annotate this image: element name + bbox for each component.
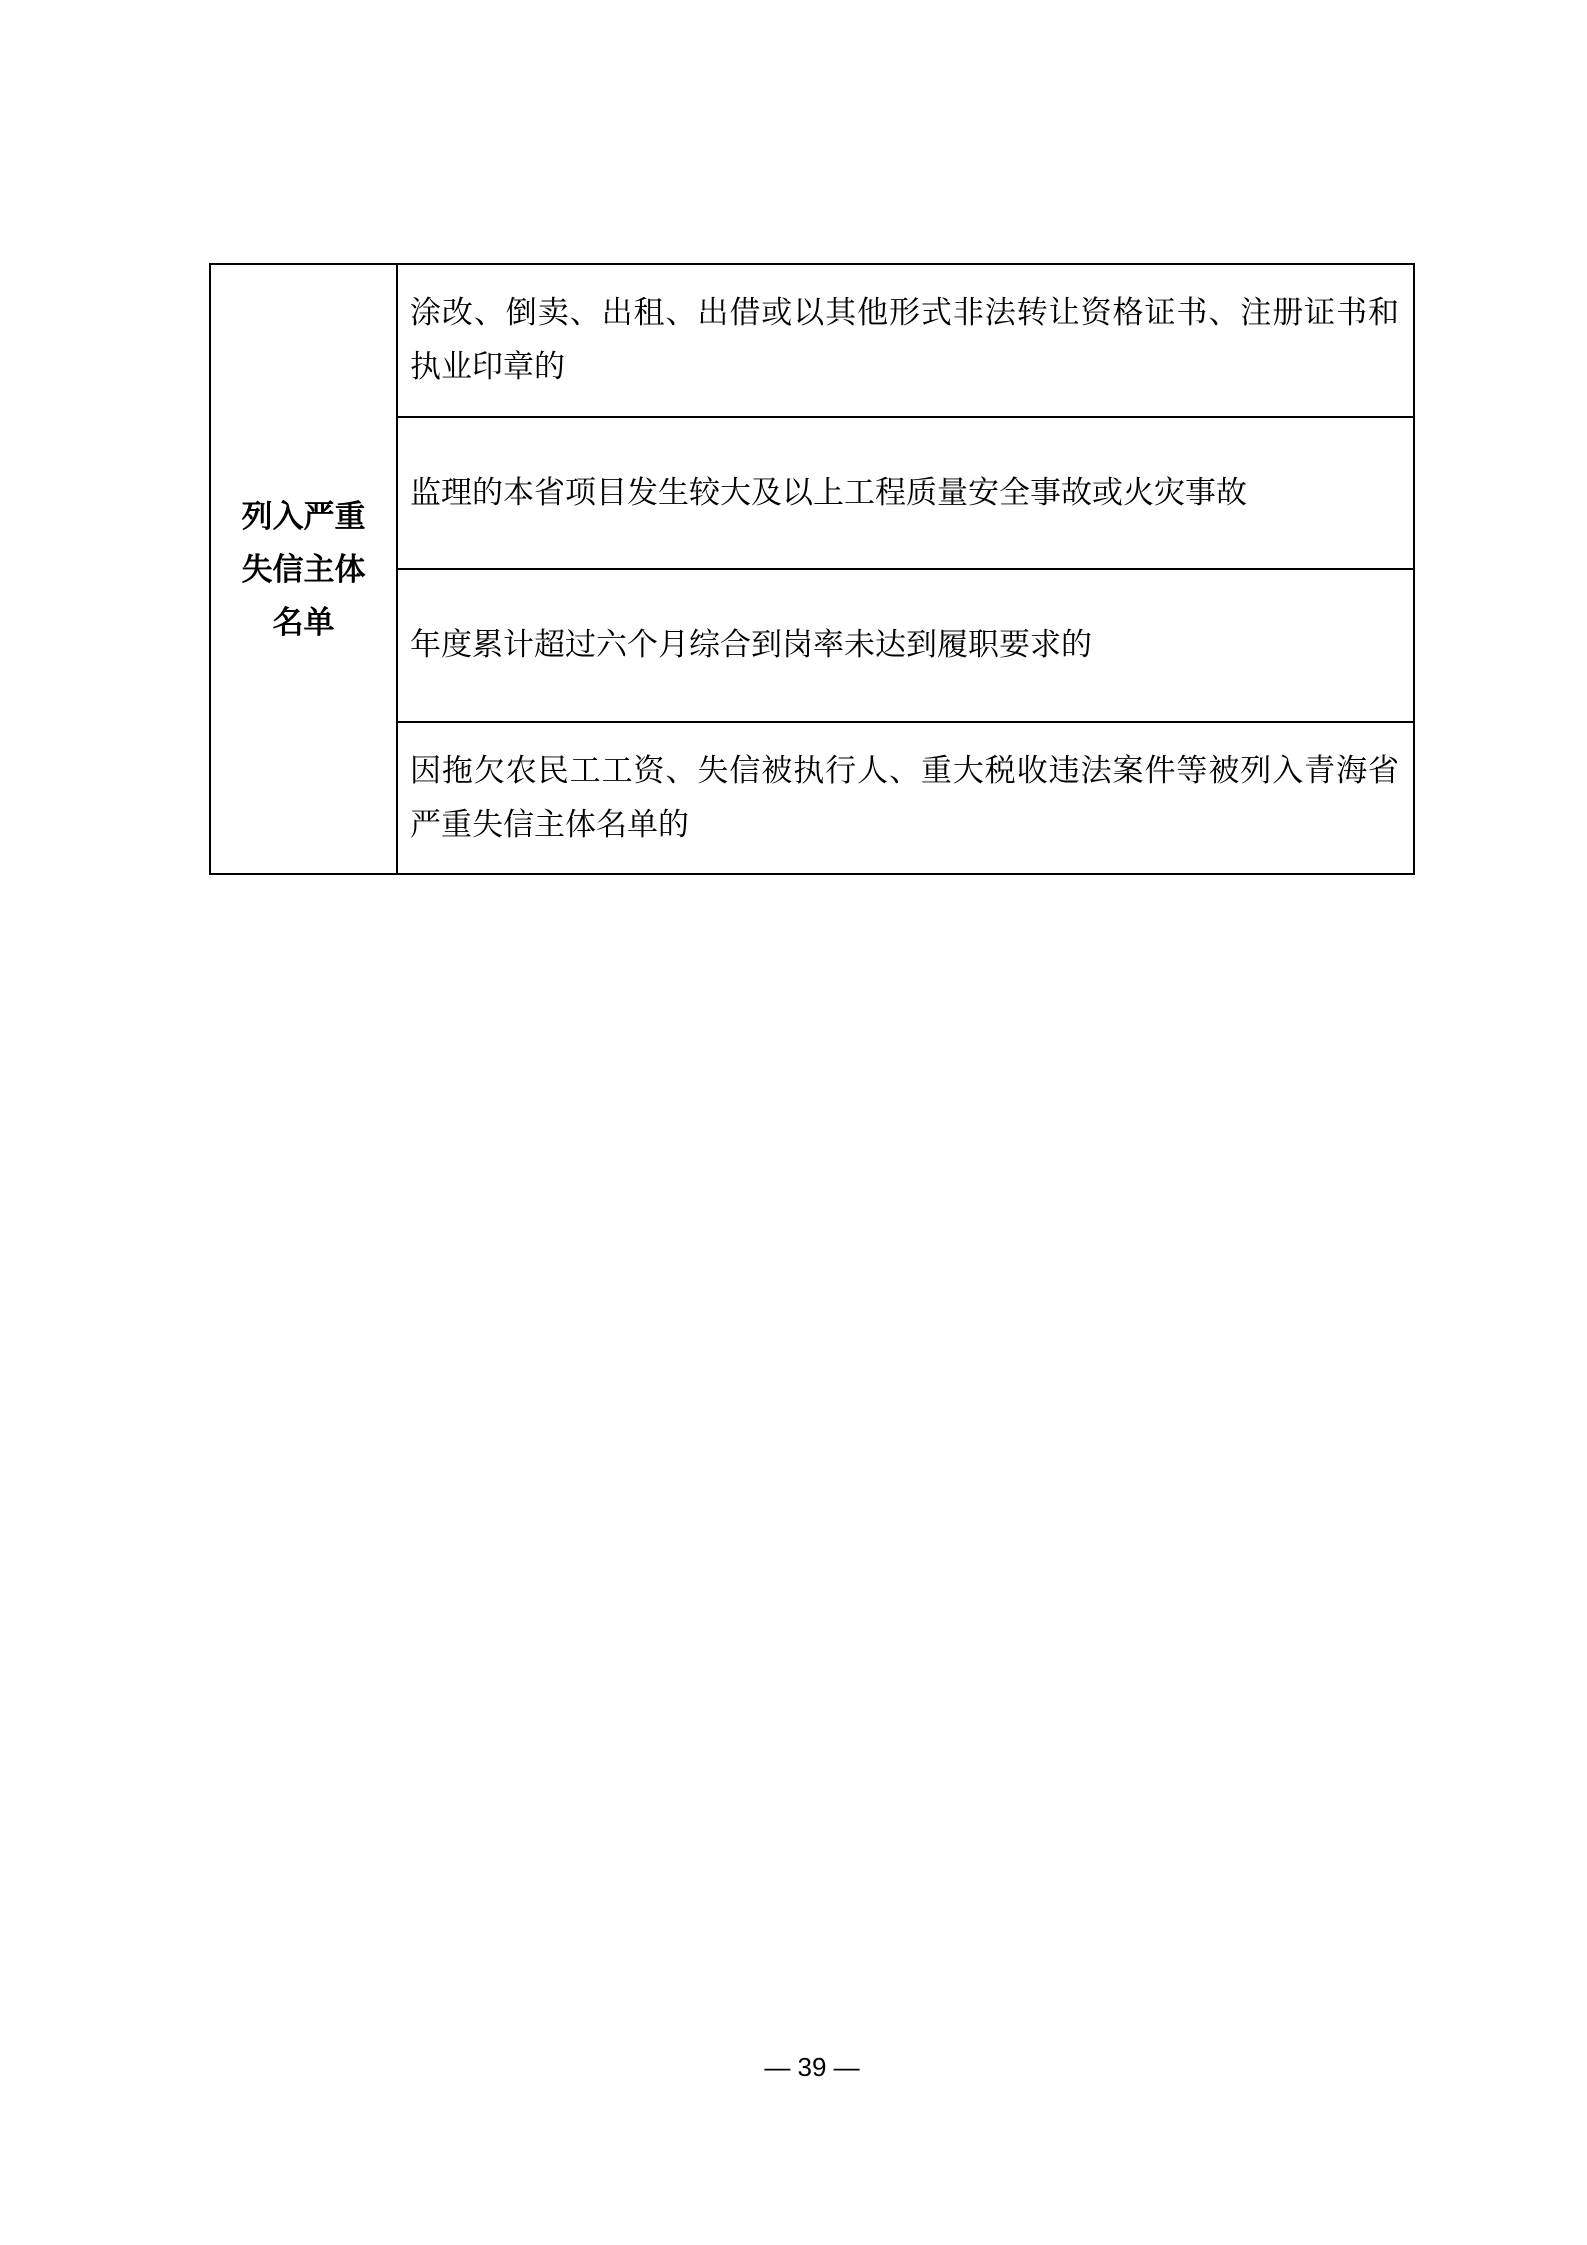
table-row-header-cell [211,265,398,873]
table-row [398,570,1413,723]
row-header-label: 列入严重失信主体名单 [241,498,366,640]
page-footer [209,2054,1415,2081]
table-cell-text: 涂改、倒卖、出租、出借或以其他形式非法转让资格证书、注册证书和执业印章的 [410,295,1399,385]
table-row [398,265,1413,418]
table-cell-text: 年度累计超过六个月综合到岗率未达到履职要求的 [410,627,1092,663]
page-number: — 39 — [764,2052,860,2082]
violations-table [209,263,1415,875]
table-cell-text: 因拖欠农民工工资、失信被执行人、重大税收违法案件等被列入青海省严重失信主体名单的 [410,752,1399,842]
table-cell-text: 监理的本省项目发生较大及以上工程质量安全事故或火灾事故 [410,474,1247,510]
table-row [398,723,1413,874]
table-rows-column [398,265,1413,873]
table-row [398,418,1413,571]
